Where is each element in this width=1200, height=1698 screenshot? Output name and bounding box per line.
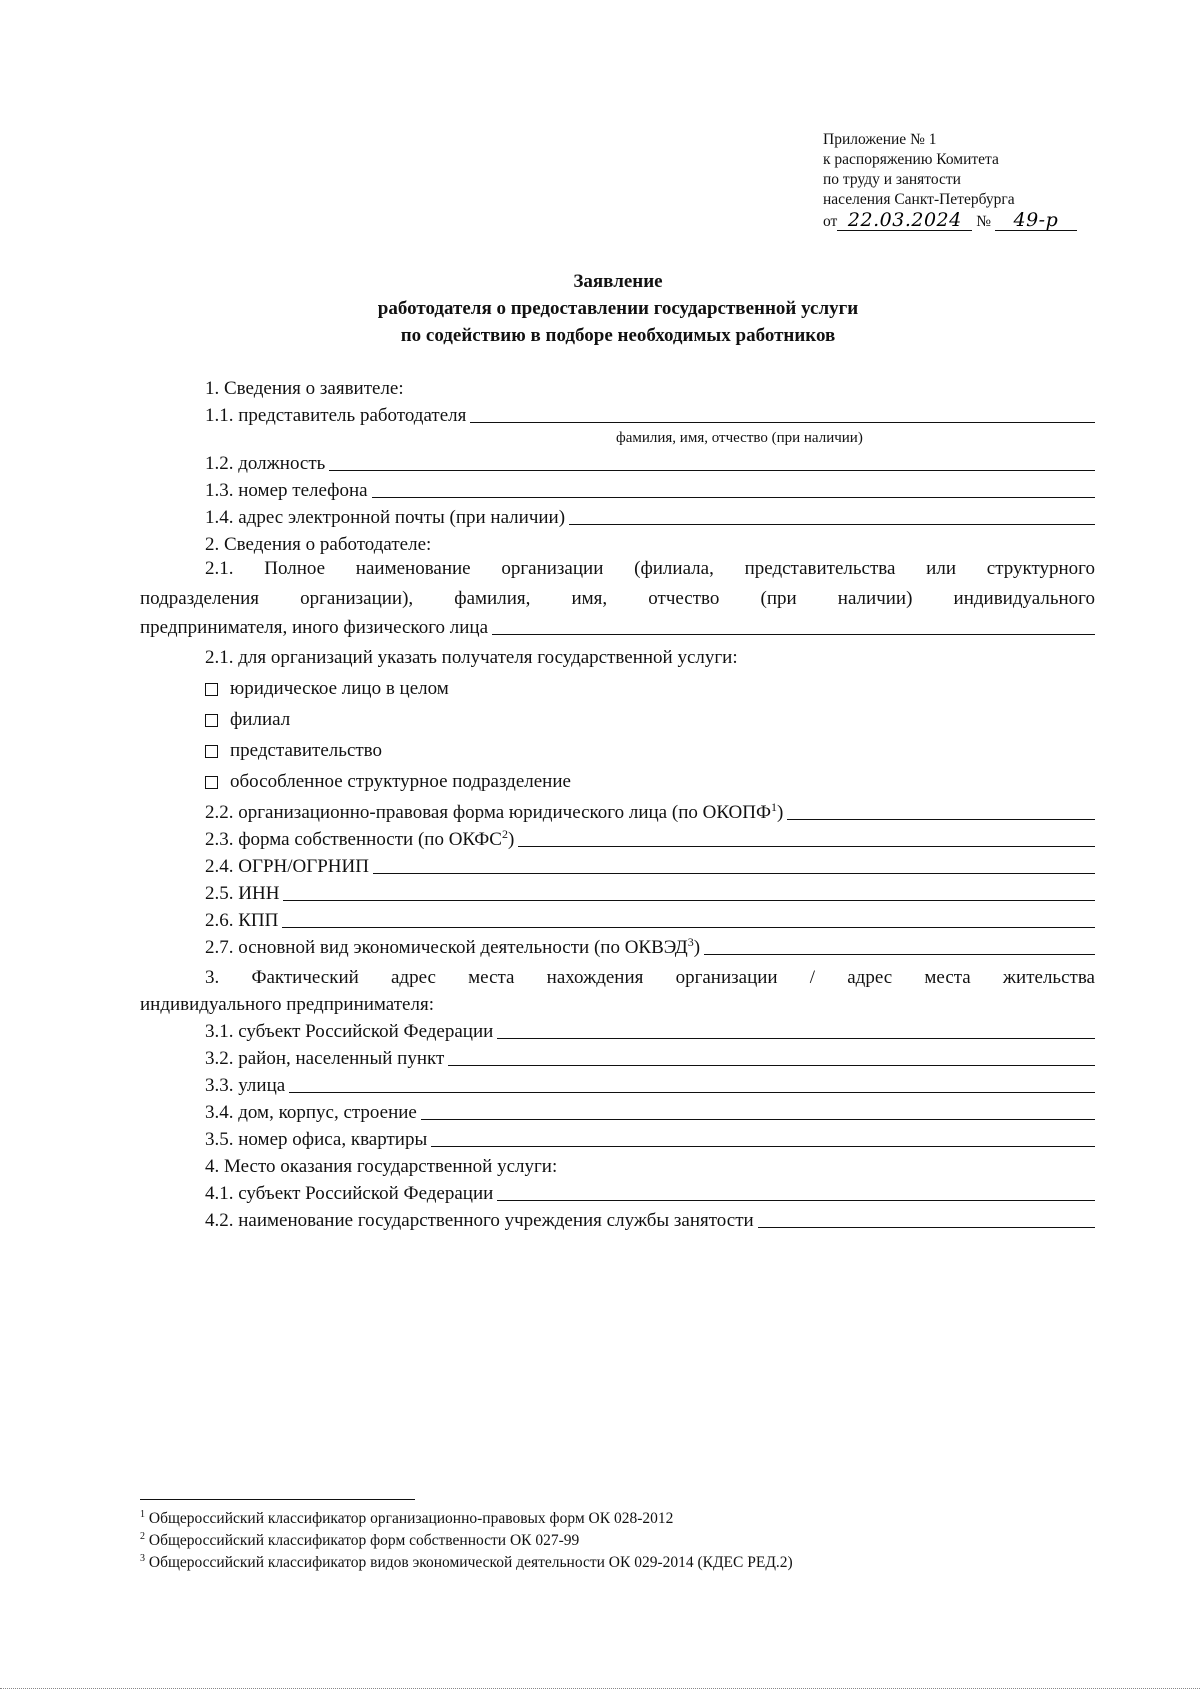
checkbox[interactable]	[205, 683, 218, 696]
fill-line[interactable]	[431, 1145, 1095, 1147]
fill-line[interactable]	[497, 1037, 1095, 1039]
annex-date-handwritten: 22.03.2024	[837, 210, 972, 231]
s2-1b-label: 2.1. для организаций указать получателя государственной услуги:	[205, 647, 738, 668]
checkbox[interactable]	[205, 745, 218, 758]
fill-line[interactable]	[283, 899, 1095, 901]
field-okfs[interactable]	[205, 825, 1095, 851]
fill-line[interactable]	[373, 872, 1095, 874]
option-representative-office[interactable]	[205, 740, 382, 762]
section-4-heading	[205, 1152, 1095, 1178]
field-label: 3.2. район, населенный пункт	[205, 1048, 445, 1069]
footnote-number: 3	[140, 1553, 145, 1564]
checkbox[interactable]	[205, 776, 218, 789]
field-label: 2.6. КПП	[205, 910, 279, 931]
footnote-1	[140, 1510, 673, 1528]
section-2-label: 2. Сведения о работодателе:	[205, 534, 432, 555]
field-position[interactable]	[205, 449, 1095, 475]
annex-line-1: Приложение № 1	[823, 131, 937, 148]
option-label: юридическое лицо в целом	[230, 678, 449, 699]
field-label: 1.1. представитель работодателя	[205, 405, 467, 426]
title-line-1: Заявление	[573, 271, 663, 292]
footnote-ref: 1	[770, 800, 777, 814]
field-label: 1.3. номер телефона	[205, 480, 368, 501]
footnote-ref: 2	[501, 827, 508, 841]
fill-line[interactable]	[518, 845, 1095, 847]
checkbox[interactable]	[205, 714, 218, 727]
s3-line-2	[140, 990, 1095, 1016]
annex-number-label: №	[976, 213, 991, 230]
annex-block	[823, 130, 1083, 232]
s3-line-1: 3. Фактический адрес места нахождения организации / адрес места жительства	[205, 967, 1095, 988]
scan-edge-artifact	[0, 1688, 1200, 1689]
annex-from-prefix: от	[823, 213, 838, 230]
field-hint-fio: фамилия, имя, отчество (при наличии)	[616, 430, 863, 446]
field-ogrn[interactable]	[205, 852, 1095, 878]
s3-line-2-text: индивидуального предпринимателя:	[140, 994, 434, 1015]
title-line-3: по содействию в подборе необходимых работников	[400, 325, 836, 346]
title-line-2: работодателя о предоставлении государственной услуги	[377, 298, 859, 319]
fill-line[interactable]	[448, 1064, 1095, 1066]
section-1-label: 1. Сведения о заявителе:	[205, 378, 404, 399]
field-address-locality[interactable]	[205, 1044, 1095, 1070]
fill-line[interactable]	[704, 953, 1095, 955]
option-legal-entity[interactable]	[205, 678, 449, 700]
field-address-region[interactable]	[205, 1017, 1095, 1043]
footnote-2	[140, 1532, 579, 1550]
field-label: 2.7. основной вид экономической деятельности (по ОКВЭД$^3$)	[205, 935, 701, 958]
field-employer-representative[interactable]	[205, 401, 1095, 427]
field-employment-service-institution[interactable]	[205, 1206, 1095, 1232]
annex-line-2: к распоряжению Комитета	[823, 151, 999, 168]
option-branch[interactable]	[205, 709, 290, 731]
footnote-number: 2	[140, 1531, 145, 1542]
field-inn[interactable]	[205, 879, 1095, 905]
fill-line[interactable]	[497, 1199, 1095, 1201]
field-label: 3.4. дом, корпус, строение	[205, 1102, 417, 1123]
s2-1b-heading	[205, 643, 1095, 669]
document-title	[0, 268, 1200, 349]
field-phone[interactable]	[205, 476, 1095, 502]
field-address-building[interactable]	[205, 1098, 1095, 1124]
option-separate-division[interactable]	[205, 771, 571, 793]
annex-line-3: по труду и занятости	[823, 171, 961, 188]
field-address-office[interactable]	[205, 1125, 1095, 1151]
field-label: 3.3. улица	[205, 1075, 286, 1096]
fill-line[interactable]	[421, 1118, 1095, 1120]
field-okopf[interactable]	[205, 798, 1095, 824]
fill-line[interactable]	[492, 633, 1095, 635]
annex-date-line	[823, 210, 1083, 232]
field-email[interactable]	[205, 503, 1095, 529]
section-1-heading	[205, 374, 1095, 400]
fill-line[interactable]	[329, 469, 1095, 471]
field-label: 3.5. номер офиса, квартиры	[205, 1129, 428, 1150]
footnote-ref: 3	[687, 935, 694, 949]
section-4-label: 4. Место оказания государственной услуги:	[205, 1156, 558, 1177]
annex-line-4: населения Санкт-Петербурга	[823, 191, 1015, 208]
field-label: 2.2. организационно-правовая форма юридического лица (по ОКОПФ$^1$)	[205, 800, 784, 823]
fill-line[interactable]	[470, 421, 1095, 423]
field-organization-name[interactable]	[140, 613, 1095, 639]
footnote-text: Общероссийский классификатор форм собственности ОК 027-99	[148, 1532, 580, 1549]
field-label: 4.2. наименование государственного учреждения службы занятости	[205, 1210, 754, 1231]
field-label: предпринимателя, иного физического лица	[140, 617, 489, 638]
fill-line[interactable]	[569, 523, 1095, 525]
field-service-region[interactable]	[205, 1179, 1095, 1205]
field-okved[interactable]	[205, 933, 1095, 959]
section-2-heading	[205, 530, 1095, 556]
fill-line[interactable]	[787, 818, 1095, 820]
footnote-divider	[140, 1499, 415, 1500]
footnote-text: Общероссийский классификатор организационно-правовых форм ОК 028-2012	[148, 1510, 674, 1527]
option-label: обособленное структурное подразделение	[230, 771, 571, 792]
field-label: 1.4. адрес электронной почты (при наличии)	[205, 507, 566, 528]
s2-1-line-2: подразделения организации), фамилия, имя, отчество (при наличии) индивидуального	[140, 588, 1095, 609]
fill-line[interactable]	[282, 926, 1095, 928]
footnote-number: 1	[140, 1509, 145, 1520]
field-kpp[interactable]	[205, 906, 1095, 932]
fill-line[interactable]	[758, 1226, 1095, 1228]
field-label: 3.1. субъект Российской Федерации	[205, 1021, 494, 1042]
field-label: 2.3. форма собственности (по ОКФС$^2$)	[205, 827, 515, 850]
field-label: 2.4. ОГРН/ОГРНИП	[205, 856, 369, 877]
field-label: 2.5. ИНН	[205, 883, 280, 904]
fill-line[interactable]	[289, 1091, 1095, 1093]
option-label: филиал	[230, 709, 291, 730]
field-label: 4.1. субъект Российской Федерации	[205, 1183, 494, 1204]
option-label: представительство	[230, 740, 383, 761]
field-label: 1.2. должность	[205, 453, 326, 474]
footnote-3	[140, 1554, 793, 1572]
footnote-text: Общероссийский классификатор видов экономической деятельности ОК 029-2014 (КДЕС РЕД.2)	[148, 1554, 793, 1571]
s2-1-line-1: 2.1. Полное наименование организации (филиала, представительства или структурного	[205, 558, 1095, 579]
field-address-street[interactable]	[205, 1071, 1095, 1097]
annex-number-handwritten: 49-р	[995, 210, 1077, 231]
fill-line[interactable]	[372, 496, 1095, 498]
